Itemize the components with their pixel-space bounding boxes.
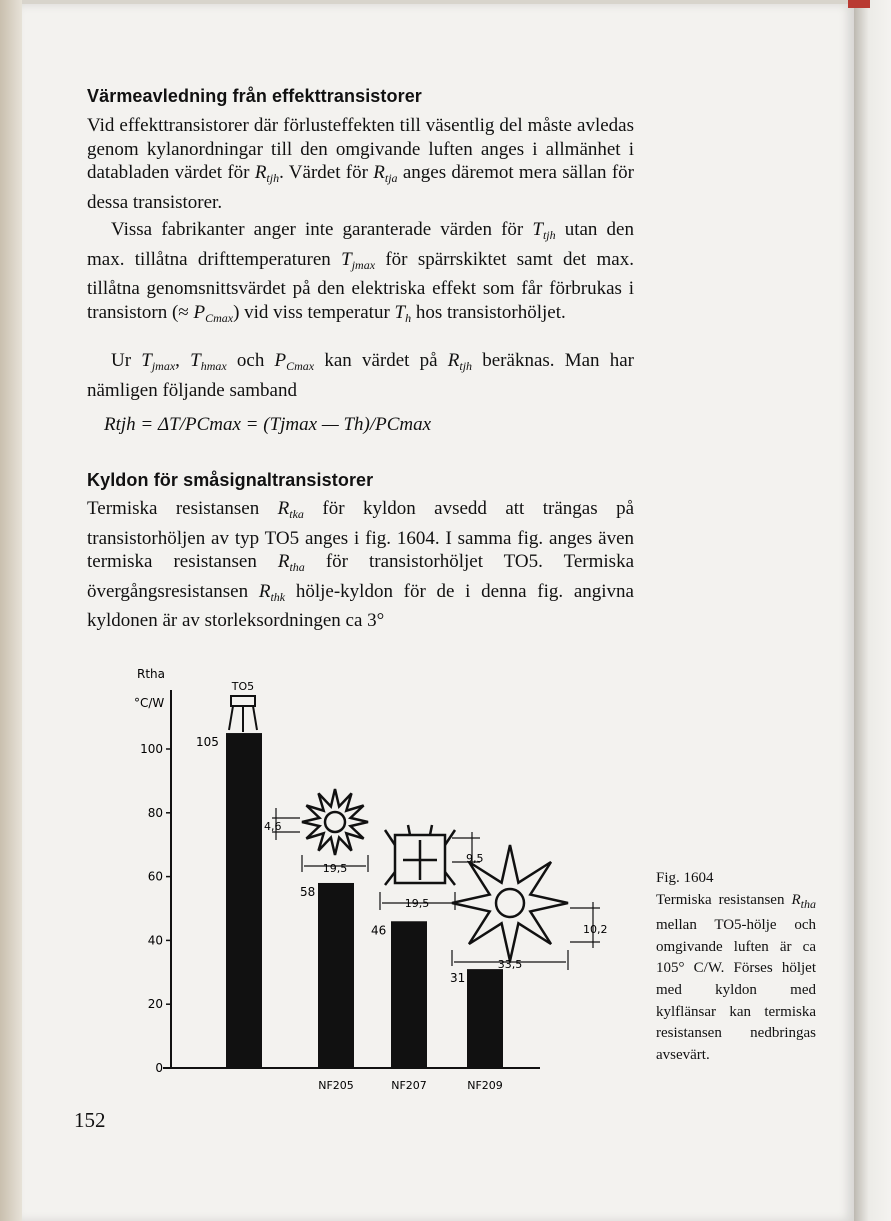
section-heading-heatsinks: Kyldon för småsignaltransistorer xyxy=(87,470,374,490)
to5-label: TO5 xyxy=(231,680,255,693)
section-heading-heat-dissipation: Värmeavledning från effekttransistorer xyxy=(87,86,422,106)
paragraph-2: Vissa fabrikanter anger inte garanterade värden för $T_{tjh}$ utan den max. tillåtna drifttemperaturen $T_{jmax}$ för spärrskiktet samt det max. tillåtna genomsnittsvärdet på den elektriska effekt som får förbrukas i transistorn (≈ $P_{Cmax}$) vid viss temperatur $T_h$ hos transistorhöljet. xyxy=(87,219,634,325)
y-tick-label: 0 xyxy=(155,1061,163,1075)
bar-value-label: 58 xyxy=(300,884,316,899)
bar-value-label: 31 xyxy=(450,971,466,986)
paragraph-1: Vid effekttransistorer där förlusteffekten till väsentlig del måste avledas genom kylanordningar till den omgivande luften anges i allmänhet i databladen värdet för $R_{tjh}$. Värdet för $R_{tja}$ anges däremot mera sällan för dessa transistorer. xyxy=(87,115,634,213)
bar-value-label: 46 xyxy=(371,923,387,938)
nf207-width-label: 19,5 xyxy=(404,897,430,910)
nf205-core xyxy=(325,812,345,832)
chart-bars xyxy=(196,733,503,1092)
paragraph-4: Termiska resistansen $R_{tka}$ för kyldon avsedd att trängas på transistorhöljen av typ TO5 anges i fig. 1604. I samma fig. anges även termiska resistansen $R_{tha}$ för transistorhöljet TO5. Termiska övergångsresistansen $R_{thk}$ hölje-kyldon för de i denna fig. angivna kyldonen är av storleksordningen ca 3° xyxy=(87,498,634,631)
nf209-heatsink-drawing xyxy=(452,845,568,961)
nf209-core xyxy=(496,889,524,917)
y-tick-label: 20 xyxy=(147,997,163,1012)
y-tick-label: 60 xyxy=(147,869,163,884)
bar-nf209 xyxy=(467,969,503,1068)
bar-category-label: NF209 xyxy=(467,1079,503,1092)
paragraph-3: Ur $T_{jmax}$, $T_{hmax}$ och $P_{Cmax}$ kan värdet på $R_{tjh}$ beräknas. Man har nämligen följande samband xyxy=(87,350,634,401)
y-tick-label: 80 xyxy=(147,805,163,820)
y-axis-label-line1: Rtha xyxy=(137,667,166,681)
bar-nf205 xyxy=(318,883,354,1068)
figure-caption: Fig. 1604 Termiska resistansen $R_{tha}$ mellan TO5-hölje och omgivande luften är ca 105° C/W. Förses höljet med kyldon med kylflänsar kan termiska resistansen nedbringas avsevärt. xyxy=(656,870,816,1063)
to5-cap xyxy=(231,696,255,706)
bar-category-label: NF207 xyxy=(391,1079,427,1092)
bar-value-label: 105 xyxy=(196,735,219,750)
nf205-height-label: 4,6 xyxy=(264,820,282,833)
to5-leads xyxy=(229,706,257,732)
bar-category-label: NF205 xyxy=(318,1079,354,1092)
y-tick-label: 40 xyxy=(147,933,163,948)
nf209-width-label: 33,5 xyxy=(497,958,523,971)
nf205-heatsink-drawing xyxy=(302,789,368,855)
nf205-width-label: 19,5 xyxy=(322,862,348,875)
y-tick-label: 100 xyxy=(140,742,163,756)
page-number: 152 xyxy=(74,1108,106,1132)
y-axis-label-line2: °C/W xyxy=(134,696,165,710)
bar-to5 xyxy=(226,733,262,1068)
bar-nf207 xyxy=(391,921,427,1068)
nf209-height-label: 10,2 xyxy=(583,923,608,936)
thermal-resistance-formula: Rtjh = ΔT/PCmax = (Tjmax — Th)/PCmax xyxy=(104,414,432,435)
nf207-height-label: 9,5 xyxy=(466,852,484,865)
